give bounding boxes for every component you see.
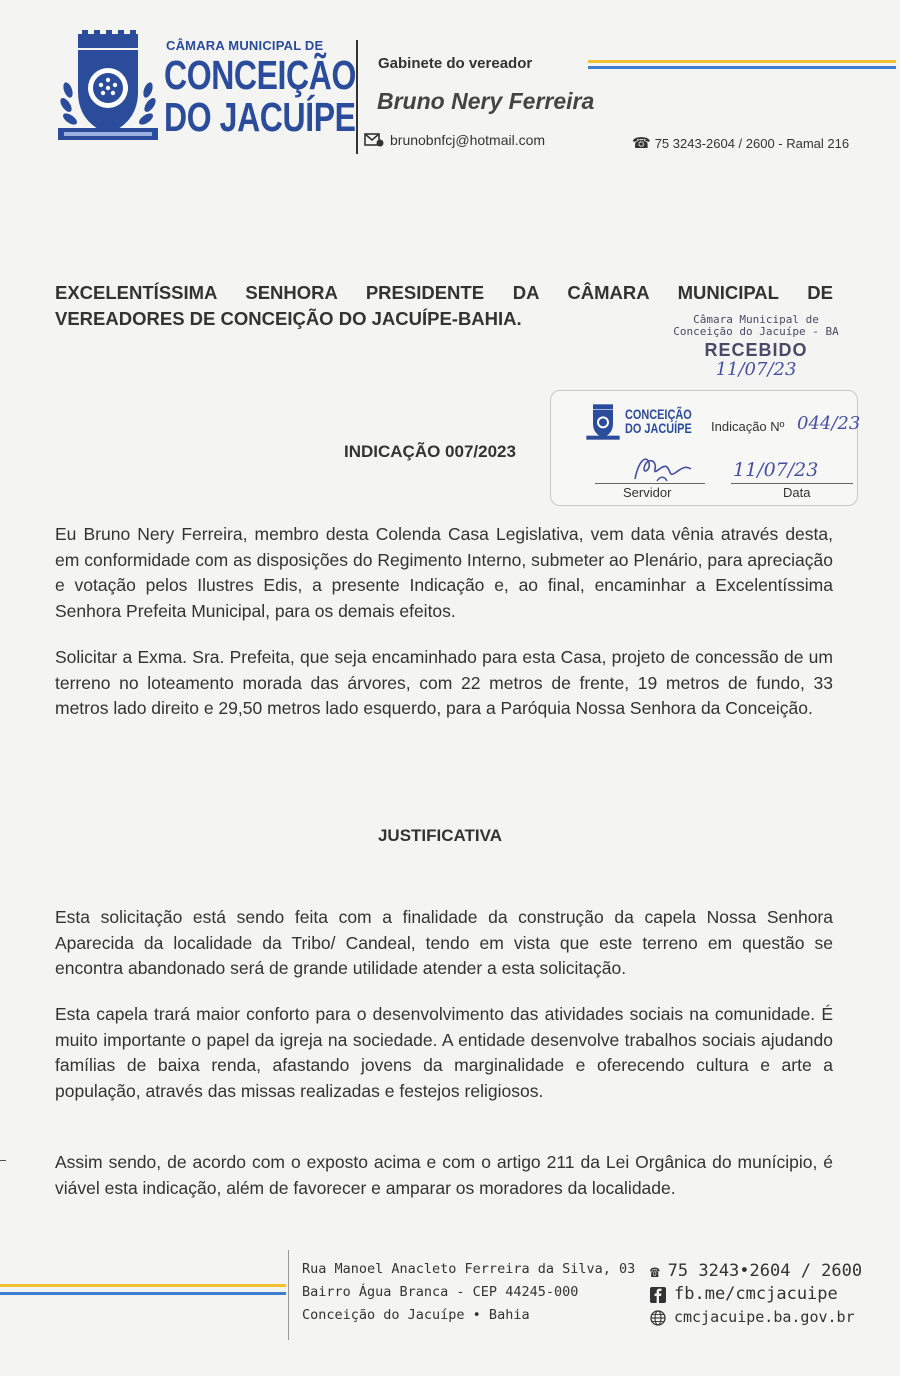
mini-brand-line-1: CONCEIÇÃO [625,406,692,422]
phone-contact[interactable] [632,134,849,152]
footer-stripe-yellow [0,1284,286,1287]
received-stamp-status: RECEBIDO [704,340,808,360]
justification-paragraph-1: Esta solicitação está sendo feita com a finalidade da construção da capela Nossa Senhora Aparecida da localidade da Tribo/ Candeal, tendo em vista que este terreno em questão se encontra abandonado será de grande utilidade atender a esta solicitação. [55,907,833,978]
brand-small-text: CÂMARA MUNICIPAL DE [166,38,324,53]
footer-website[interactable] [650,1306,862,1329]
justification-title: JUSTIFICATIVA [377,826,503,845]
received-stamp-line-1: Câmara Municipal de [693,313,819,326]
servidor-label: Servidor [623,485,672,500]
crest-icon [58,30,158,150]
phone-icon: ☎ [632,135,651,152]
brand-line-2: DO JACUÍPE [164,94,356,140]
councillor-name: Bruno Nery Ferreira [377,88,595,114]
mini-brand-line-2: DO JACUÍPE [625,420,692,436]
justification-paragraph-2: Esta capela trará maior conforto para o desenvolvimento das atividades sociais na comunidade. É muito importante o papel da igreja na sociedade. A entidade desenvolve trabalhos sociais ajudando famílias de baixa renda, afastando jovens da marginalidade e oferecendo cultura e arte a população, através das missas realizadas e festejos religiosos. [55,1004,833,1101]
footer-facebook[interactable] [650,1283,862,1306]
received-stamp-line-2: Conceição do Jacuípe - BA [673,325,839,338]
brand-line-1: CONCEIÇÃO [164,52,356,98]
header-stripe-blue [588,66,896,69]
addressee-line-2: VEREADORES DE CONCEIÇÃO DO JACUÍPE-BAHIA. [55,308,522,329]
email-text: brunobnfcj@hotmail.com [390,132,546,148]
address-line-2: Bairro Água Branca - CEP 44245-000 [302,1284,579,1300]
globe-icon [650,1310,666,1326]
servidor-signature [595,453,725,483]
protocol-stamp [550,390,861,506]
footer-contacts [650,1260,862,1329]
date-label: Data [783,485,811,500]
footer-divider [288,1250,289,1340]
protocol-date-value: 11/07/23 [733,459,819,481]
date-line [731,483,853,484]
received-stamp-date: 11/07/23 [715,359,797,380]
paragraph-request: Solicitar a Exma. Sra. Prefeita, que seja encaminhado para esta Casa, projeto de concessão de um terreno no loteamento morada das árvores, com 22 metros de frente, 19 metros de fundo, 33 metros lado direito e 29,50 metros lado esquerdo, para a Paróquia Nossa Senhora da Conceição. [55,647,833,718]
document-title: INDICAÇÃO 007/2023 [344,442,516,461]
header-stripe-yellow [588,60,896,63]
header-divider [356,40,358,154]
servidor-line [595,483,705,484]
footer-stripe-blue [0,1292,286,1295]
footer-phone[interactable] [650,1260,862,1283]
indicacao-number-value: 044/23 [797,413,861,434]
address-line-3: Conceição do Jacuípe • Bahia [302,1307,530,1323]
addressee-line-1: EXCELENTÍSSIMA SENHORA PRESIDENTE DA CÂMARA MUNICIPAL DE [55,282,833,303]
footer-facebook-text: fb.me/cmcjacuipe [674,1284,838,1304]
facebook-icon [650,1287,666,1303]
margin-tick [0,1160,6,1161]
phone-text: 75 3243-2604 / 2600 - Ramal 216 [654,135,850,151]
paragraph-intro: Eu Bruno Nery Ferreira, membro desta Colenda Casa Legislativa, vem data vênia através desta, em conformidade com as disposições do Regimento Interno, submeter ao Plenário, para apreciação e votação pelos Ilustres Edis, a presente Indicação e, ao final, encaminhar a Excelentíssima Senhora Prefeita Municipal, para os demais efeitos. [55,524,833,621]
footer-website-text: cmcjacuipe.ba.gov.br [674,1308,855,1326]
received-stamp [668,314,844,380]
indicacao-number-label: Indicação Nº [711,419,785,434]
footer-address [302,1258,635,1327]
brand-name [164,54,356,138]
cabinet-label: Gabinete do vereador [378,55,533,72]
justification-paragraph-3: Assim sendo, de acordo com o exposto acima e com o artigo 211 da Lei Orgânica do munícipio, é viável esta indicação, além de favorecer e amparar os moradores da localidade. [55,1152,833,1198]
mini-brand [625,407,692,435]
email-contact[interactable] [364,132,545,148]
footer-phone-text: 75 3243•2604 / 2600 [667,1261,863,1281]
chamber-logo [58,30,356,160]
mini-crest-icon [585,403,621,443]
footer-phone-icon: ☎ [650,1262,660,1281]
address-line-1: Rua Manoel Anacleto Ferreira da Silva, 03 [302,1261,636,1277]
email-icon [364,133,384,147]
